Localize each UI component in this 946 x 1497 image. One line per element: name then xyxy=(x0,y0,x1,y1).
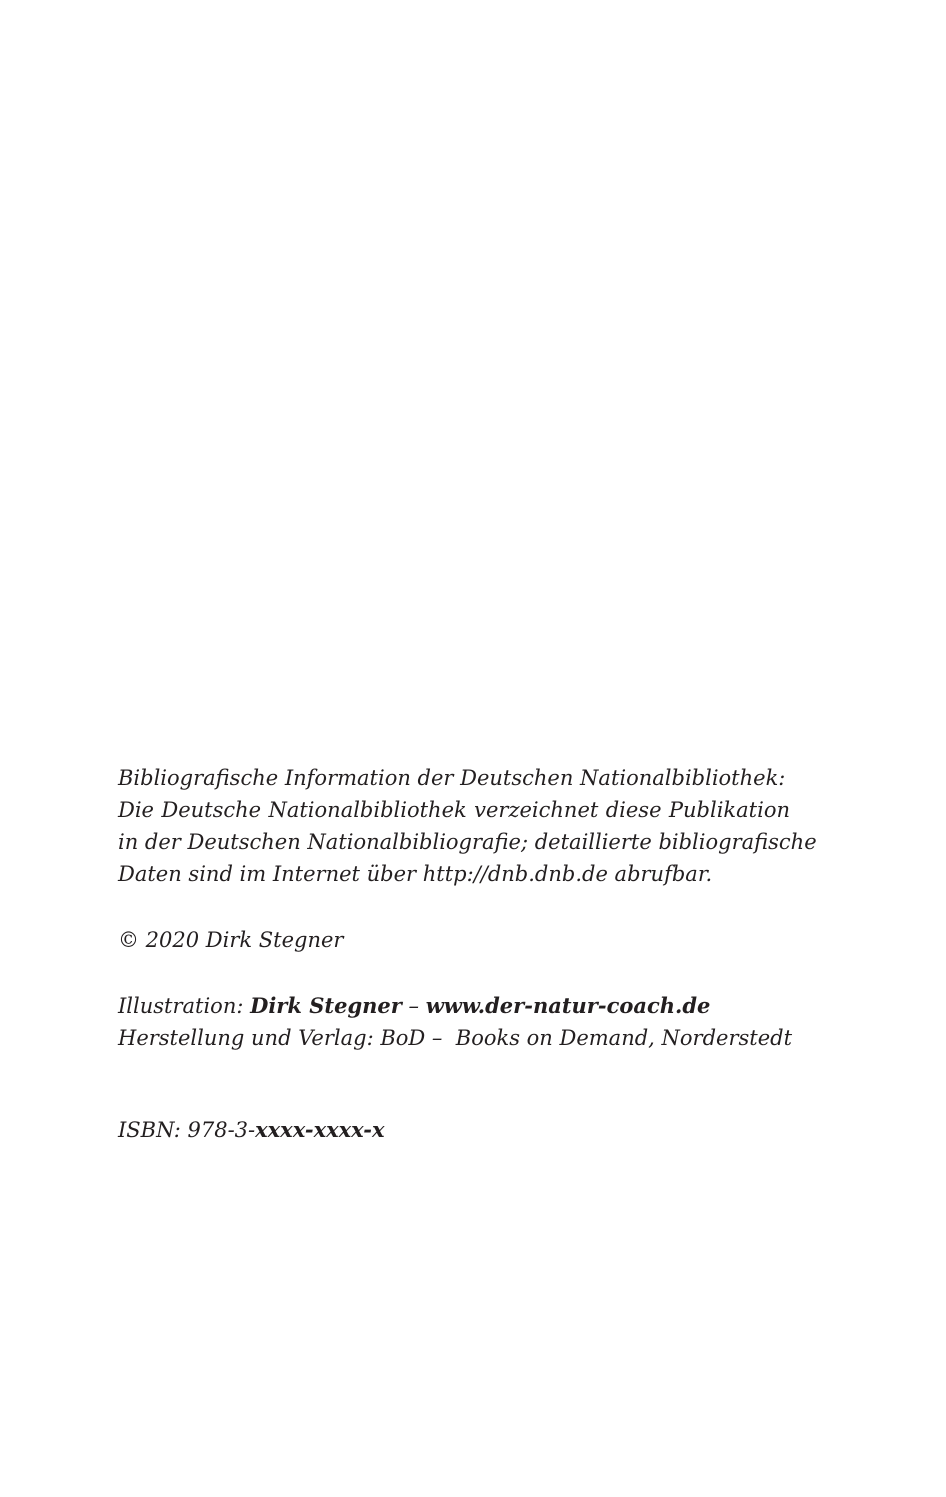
biblio-line-3: in der Deutschen Nationalbibliografie; detaillierte bibliografische xyxy=(118,830,817,854)
copyright-notice: © 2020 Dirk Stegner xyxy=(118,928,344,952)
spacer xyxy=(118,1054,790,1114)
isbn-line xyxy=(118,1114,790,1146)
credit-separator: – xyxy=(401,994,426,1018)
production-credit: Herstellung und Verlag: BoD – Books on Demand, Norderstedt xyxy=(118,1026,793,1050)
biblio-line-1: Bibliografische Information der Deutschen Nationalbibliothek: xyxy=(118,766,786,790)
spacer xyxy=(118,956,790,990)
imprint-block xyxy=(118,762,817,1146)
illustrator-name: Dirk Stegner xyxy=(250,993,402,1018)
illustrator-website: www.der-natur-coach.de xyxy=(425,993,711,1018)
biblio-line-2: Die Deutsche Nationalbibliothek verzeichnet diese Publikation xyxy=(118,798,790,822)
illustration-label: Illustration: xyxy=(118,994,251,1018)
isbn-number: xxxx-xxxx-x xyxy=(255,1117,385,1142)
illustration-credit xyxy=(118,990,790,1022)
biblio-line-4: Daten sind im Internet über http://dnb.dnb.de abrufbar. xyxy=(118,862,713,886)
spacer xyxy=(118,890,790,924)
bibliographic-info xyxy=(118,762,817,890)
isbn-prefix: ISBN: 978-3- xyxy=(118,1118,256,1142)
